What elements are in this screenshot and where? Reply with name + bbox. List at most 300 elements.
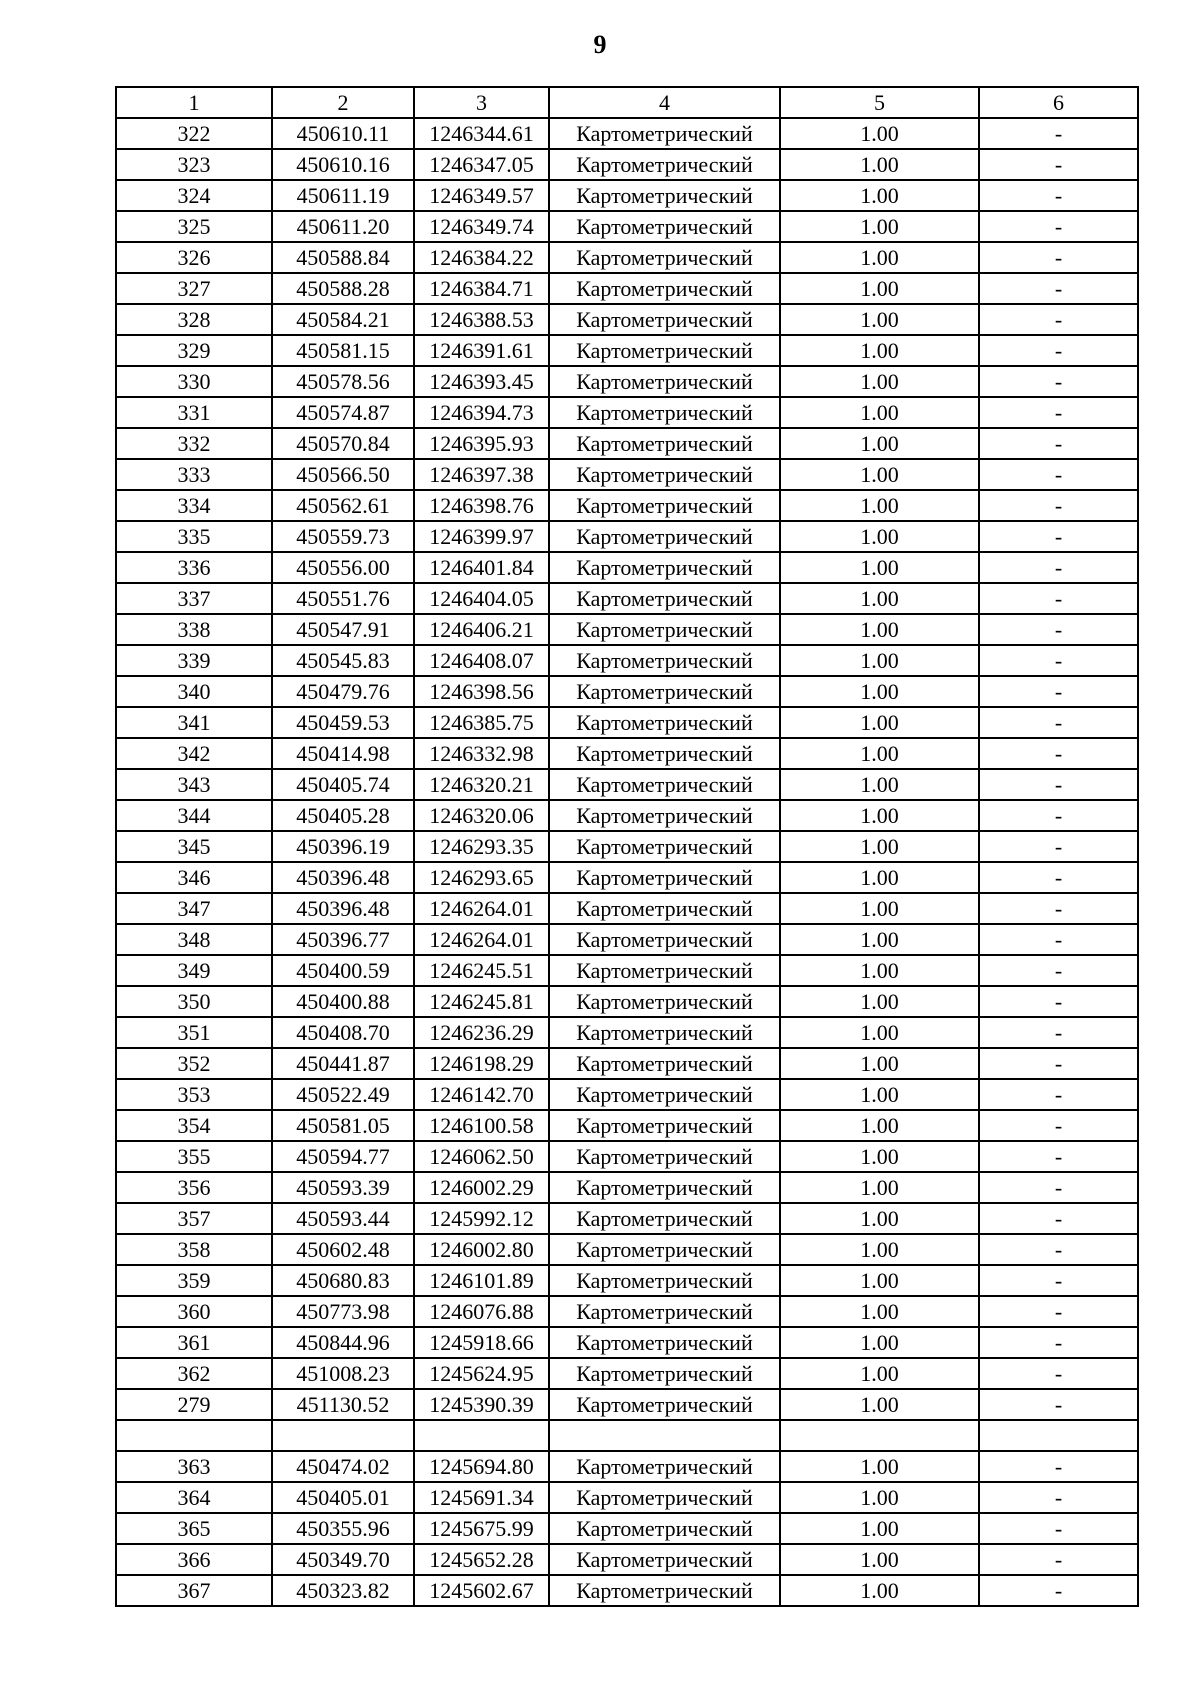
y-coordinate-cell: 1246245.51 [414,955,549,986]
x-coordinate-cell: 450581.15 [272,335,414,366]
accuracy-cell: 1.00 [780,1296,979,1327]
method-cell: Картометрический [549,211,780,242]
point-number-cell: 363 [116,1451,272,1482]
table-row [116,335,1138,366]
y-coordinate-cell: 1246320.06 [414,800,549,831]
method-cell: Картометрический [549,1048,780,1079]
accuracy-cell: 1.00 [780,1234,979,1265]
method-cell: Картометрический [549,180,780,211]
note-cell: - [979,707,1138,738]
accuracy-cell: 1.00 [780,614,979,645]
point-number-cell: 336 [116,552,272,583]
x-coordinate-cell: 451008.23 [272,1358,414,1389]
table-row [116,211,1138,242]
y-coordinate-cell: 1246264.01 [414,924,549,955]
accuracy-cell: 1.00 [780,1048,979,1079]
method-cell: Картометрический [549,118,780,149]
x-coordinate-cell: 450441.87 [272,1048,414,1079]
header-cell: 6 [979,87,1138,118]
point-number-cell [116,1420,272,1451]
method-cell: Картометрический [549,1017,780,1048]
note-cell: - [979,769,1138,800]
point-number-cell: 361 [116,1327,272,1358]
accuracy-cell: 1.00 [780,521,979,552]
note-cell: - [979,1544,1138,1575]
accuracy-cell: 1.00 [780,366,979,397]
point-number-cell: 348 [116,924,272,955]
accuracy-cell: 1.00 [780,552,979,583]
method-cell: Картометрический [549,490,780,521]
method-cell: Картометрический [549,1172,780,1203]
table-row [116,1327,1138,1358]
x-coordinate-cell: 450574.87 [272,397,414,428]
y-coordinate-cell: 1246397.38 [414,459,549,490]
y-coordinate-cell: 1246388.53 [414,304,549,335]
method-cell: Картометрический [549,1265,780,1296]
x-coordinate-cell: 450414.98 [272,738,414,769]
x-coordinate-cell: 450547.91 [272,614,414,645]
point-number-cell: 324 [116,180,272,211]
note-cell: - [979,1017,1138,1048]
point-number-cell: 344 [116,800,272,831]
header-row [116,87,1138,118]
note-cell: - [979,552,1138,583]
note-cell: - [979,893,1138,924]
note-cell: - [979,211,1138,242]
table-row [116,552,1138,583]
point-number-cell: 337 [116,583,272,614]
y-coordinate-cell: 1246002.80 [414,1234,549,1265]
x-coordinate-cell: 450773.98 [272,1296,414,1327]
method-cell: Картометрический [549,1451,780,1482]
method-cell: Картометрический [549,1203,780,1234]
accuracy-cell: 1.00 [780,1482,979,1513]
method-cell: Картометрический [549,1482,780,1513]
point-number-cell: 349 [116,955,272,986]
method-cell: Картометрический [549,242,780,273]
x-coordinate-cell: 450474.02 [272,1451,414,1482]
accuracy-cell: 1.00 [780,459,979,490]
table-row [116,676,1138,707]
x-coordinate-cell: 450559.73 [272,521,414,552]
note-cell: - [979,583,1138,614]
y-coordinate-cell: 1246347.05 [414,149,549,180]
table-row [116,118,1138,149]
table-row [116,304,1138,335]
x-coordinate-cell: 450593.39 [272,1172,414,1203]
y-coordinate-cell: 1246408.07 [414,645,549,676]
x-coordinate-cell: 450562.61 [272,490,414,521]
y-coordinate-cell: 1246391.61 [414,335,549,366]
table-row [116,1389,1138,1420]
note-cell: - [979,521,1138,552]
method-cell: Картометрический [549,1327,780,1358]
table-row [116,273,1138,304]
point-number-cell: 335 [116,521,272,552]
x-coordinate-cell: 450588.84 [272,242,414,273]
note-cell: - [979,1575,1138,1606]
note-cell: - [979,459,1138,490]
note-cell: - [979,1513,1138,1544]
note-cell: - [979,1296,1138,1327]
note-cell: - [979,1110,1138,1141]
note-cell: - [979,1203,1138,1234]
accuracy-cell: 1.00 [780,738,979,769]
x-coordinate-cell: 450581.05 [272,1110,414,1141]
x-coordinate-cell: 450566.50 [272,459,414,490]
point-number-cell: 359 [116,1265,272,1296]
y-coordinate-cell: 1246101.89 [414,1265,549,1296]
method-cell: Картометрический [549,1141,780,1172]
point-number-cell: 362 [116,1358,272,1389]
y-coordinate-cell: 1246349.74 [414,211,549,242]
point-number-cell: 330 [116,366,272,397]
note-cell: - [979,1327,1138,1358]
point-number-cell: 350 [116,986,272,1017]
point-number-cell: 340 [116,676,272,707]
point-number-cell: 367 [116,1575,272,1606]
header-cell: 5 [780,87,979,118]
y-coordinate-cell: 1246320.21 [414,769,549,800]
x-coordinate-cell: 450680.83 [272,1265,414,1296]
accuracy-cell: 1.00 [780,862,979,893]
accuracy-cell: 1.00 [780,1203,979,1234]
y-coordinate-cell: 1246062.50 [414,1141,549,1172]
accuracy-cell: 1.00 [780,1110,979,1141]
accuracy-cell: 1.00 [780,428,979,459]
y-coordinate-cell: 1246393.45 [414,366,549,397]
table-row [116,490,1138,521]
point-number-cell: 329 [116,335,272,366]
accuracy-cell: 1.00 [780,1358,979,1389]
table-row [116,1048,1138,1079]
y-coordinate-cell: 1246293.65 [414,862,549,893]
x-coordinate-cell: 450396.48 [272,862,414,893]
method-cell: Картометрический [549,273,780,304]
y-coordinate-cell: 1245602.67 [414,1575,549,1606]
y-coordinate-cell: 1246198.29 [414,1048,549,1079]
method-cell: Картометрический [549,149,780,180]
note-cell: - [979,149,1138,180]
accuracy-cell: 1.00 [780,893,979,924]
method-cell: Картометрический [549,366,780,397]
accuracy-cell: 1.00 [780,676,979,707]
x-coordinate-cell: 450396.19 [272,831,414,862]
method-cell: Картометрический [549,1234,780,1265]
point-number-cell: 325 [116,211,272,242]
point-number-cell: 357 [116,1203,272,1234]
table-row [116,1017,1138,1048]
point-number-cell: 355 [116,1141,272,1172]
note-cell: - [979,273,1138,304]
method-cell: Картометрический [549,831,780,862]
note-cell: - [979,118,1138,149]
note-cell: - [979,490,1138,521]
table-row [116,1513,1138,1544]
point-number-cell: 366 [116,1544,272,1575]
note-cell: - [979,1172,1138,1203]
x-coordinate-cell: 450355.96 [272,1513,414,1544]
note-cell: - [979,1451,1138,1482]
accuracy-cell: 1.00 [780,118,979,149]
accuracy-cell: 1.00 [780,335,979,366]
table-row [116,1544,1138,1575]
accuracy-cell: 1.00 [780,242,979,273]
y-coordinate-cell: 1246406.21 [414,614,549,645]
accuracy-cell: 1.00 [780,1327,979,1358]
method-cell: Картометрический [549,1544,780,1575]
x-coordinate-cell: 450570.84 [272,428,414,459]
header-cell: 1 [116,87,272,118]
method-cell: Картометрический [549,1110,780,1141]
table-row [116,769,1138,800]
table-row [116,1420,1138,1451]
y-coordinate-cell: 1246384.22 [414,242,549,273]
method-cell: Картометрический [549,676,780,707]
method-cell: Картометрический [549,986,780,1017]
method-cell: Картометрический [549,955,780,986]
table-row [116,242,1138,273]
table-row [116,1079,1138,1110]
accuracy-cell: 1.00 [780,986,979,1017]
y-coordinate-cell: 1246245.81 [414,986,549,1017]
x-coordinate-cell: 450588.28 [272,273,414,304]
point-number-cell: 352 [116,1048,272,1079]
point-number-cell: 360 [116,1296,272,1327]
table-row [116,1141,1138,1172]
header-cell: 3 [414,87,549,118]
note-cell: - [979,1389,1138,1420]
x-coordinate-cell: 450610.11 [272,118,414,149]
x-coordinate-cell: 450459.53 [272,707,414,738]
table-row [116,893,1138,924]
point-number-cell: 322 [116,118,272,149]
y-coordinate-cell: 1246384.71 [414,273,549,304]
y-coordinate-cell: 1245390.39 [414,1389,549,1420]
point-number-cell: 334 [116,490,272,521]
y-coordinate-cell: 1246401.84 [414,552,549,583]
accuracy-cell: 1.00 [780,1575,979,1606]
x-coordinate-cell: 450545.83 [272,645,414,676]
method-cell: Картометрический [549,1296,780,1327]
note-cell: - [979,180,1138,211]
method-cell: Картометрический [549,1358,780,1389]
accuracy-cell: 1.00 [780,800,979,831]
accuracy-cell: 1.00 [780,490,979,521]
method-cell: Картометрический [549,428,780,459]
accuracy-cell: 1.00 [780,1451,979,1482]
method-cell: Картометрический [549,862,780,893]
note-cell: - [979,335,1138,366]
table-row [116,800,1138,831]
method-cell: Картометрический [549,335,780,366]
point-number-cell: 279 [116,1389,272,1420]
x-coordinate-cell: 450593.44 [272,1203,414,1234]
table-row [116,459,1138,490]
table-row [116,149,1138,180]
note-cell: - [979,397,1138,428]
note-cell: - [979,738,1138,769]
x-coordinate-cell: 450556.00 [272,552,414,583]
point-number-cell: 364 [116,1482,272,1513]
accuracy-cell: 1.00 [780,180,979,211]
x-coordinate-cell: 450610.16 [272,149,414,180]
note-cell: - [979,676,1138,707]
point-number-cell: 365 [116,1513,272,1544]
note-cell: - [979,242,1138,273]
y-coordinate-cell: 1246398.76 [414,490,549,521]
table-row [116,583,1138,614]
point-number-cell: 353 [116,1079,272,1110]
table-row [116,738,1138,769]
note-cell: - [979,1079,1138,1110]
table-row [116,645,1138,676]
note-cell: - [979,614,1138,645]
note-cell: - [979,1358,1138,1389]
table-row [116,521,1138,552]
x-coordinate-cell: 450584.21 [272,304,414,335]
method-cell: Картометрический [549,1079,780,1110]
point-number-cell: 346 [116,862,272,893]
note-cell: - [979,800,1138,831]
table-row [116,1482,1138,1513]
y-coordinate-cell: 1246344.61 [414,118,549,149]
y-coordinate-cell: 1246264.01 [414,893,549,924]
y-coordinate-cell: 1246142.70 [414,1079,549,1110]
accuracy-cell: 1.00 [780,397,979,428]
accuracy-cell: 1.00 [780,149,979,180]
accuracy-cell: 1.00 [780,211,979,242]
method-cell: Картометрический [549,552,780,583]
y-coordinate-cell: 1246002.29 [414,1172,549,1203]
note-cell: - [979,428,1138,459]
x-coordinate-cell: 450408.70 [272,1017,414,1048]
table-body [116,118,1138,1606]
x-coordinate-cell: 450594.77 [272,1141,414,1172]
x-coordinate-cell: 450602.48 [272,1234,414,1265]
y-coordinate-cell: 1245675.99 [414,1513,549,1544]
note-cell: - [979,304,1138,335]
accuracy-cell: 1.00 [780,304,979,335]
x-coordinate-cell: 450479.76 [272,676,414,707]
coordinates-table [115,86,1139,1607]
x-coordinate-cell: 451130.52 [272,1389,414,1420]
method-cell: Картометрический [549,459,780,490]
method-cell: Картометрический [549,738,780,769]
table-row [116,986,1138,1017]
method-cell: Картометрический [549,707,780,738]
y-coordinate-cell: 1246293.35 [414,831,549,862]
y-coordinate-cell: 1246394.73 [414,397,549,428]
note-cell: - [979,1482,1138,1513]
point-number-cell: 356 [116,1172,272,1203]
point-number-cell: 347 [116,893,272,924]
table-row [116,1451,1138,1482]
table-row [116,707,1138,738]
method-cell: Картометрический [549,645,780,676]
accuracy-cell [780,1420,979,1451]
y-coordinate-cell: 1246076.88 [414,1296,549,1327]
method-cell: Картометрический [549,800,780,831]
accuracy-cell: 1.00 [780,1017,979,1048]
table-row [116,1296,1138,1327]
x-coordinate-cell: 450611.20 [272,211,414,242]
x-coordinate-cell: 450396.77 [272,924,414,955]
x-coordinate-cell [272,1420,414,1451]
x-coordinate-cell: 450405.01 [272,1482,414,1513]
method-cell [549,1420,780,1451]
y-coordinate-cell: 1245694.80 [414,1451,549,1482]
accuracy-cell: 1.00 [780,1389,979,1420]
y-coordinate-cell: 1245624.95 [414,1358,549,1389]
point-number-cell: 339 [116,645,272,676]
x-coordinate-cell: 450578.56 [272,366,414,397]
table-row [116,1172,1138,1203]
note-cell: - [979,862,1138,893]
accuracy-cell: 1.00 [780,955,979,986]
accuracy-cell: 1.00 [780,273,979,304]
method-cell: Картометрический [549,1575,780,1606]
note-cell: - [979,1048,1138,1079]
point-number-cell: 341 [116,707,272,738]
x-coordinate-cell: 450405.28 [272,800,414,831]
method-cell: Картометрический [549,893,780,924]
y-coordinate-cell [414,1420,549,1451]
point-number-cell: 332 [116,428,272,459]
point-number-cell: 338 [116,614,272,645]
table-row [116,180,1138,211]
accuracy-cell: 1.00 [780,1265,979,1296]
x-coordinate-cell: 450323.82 [272,1575,414,1606]
note-cell: - [979,924,1138,955]
note-cell: - [979,1265,1138,1296]
point-number-cell: 351 [116,1017,272,1048]
accuracy-cell: 1.00 [780,831,979,862]
method-cell: Картометрический [549,397,780,428]
method-cell: Картометрический [549,769,780,800]
point-number-cell: 331 [116,397,272,428]
note-cell: - [979,645,1138,676]
accuracy-cell: 1.00 [780,1544,979,1575]
accuracy-cell: 1.00 [780,707,979,738]
y-coordinate-cell: 1246332.98 [414,738,549,769]
x-coordinate-cell: 450405.74 [272,769,414,800]
method-cell: Картометрический [549,583,780,614]
page-number: 9 [593,30,607,59]
note-cell: - [979,831,1138,862]
accuracy-cell: 1.00 [780,1141,979,1172]
header-cell: 2 [272,87,414,118]
y-coordinate-cell: 1246399.97 [414,521,549,552]
x-coordinate-cell: 450349.70 [272,1544,414,1575]
point-number-cell: 342 [116,738,272,769]
x-coordinate-cell: 450551.76 [272,583,414,614]
table-row [116,1203,1138,1234]
y-coordinate-cell: 1246404.05 [414,583,549,614]
point-number-cell: 354 [116,1110,272,1141]
y-coordinate-cell: 1246385.75 [414,707,549,738]
table-row [116,1234,1138,1265]
point-number-cell: 343 [116,769,272,800]
method-cell: Картометрический [549,304,780,335]
table-row [116,428,1138,459]
table-row [116,614,1138,645]
note-cell: - [979,1234,1138,1265]
accuracy-cell: 1.00 [780,583,979,614]
table-row [116,955,1138,986]
x-coordinate-cell: 450522.49 [272,1079,414,1110]
y-coordinate-cell: 1245652.28 [414,1544,549,1575]
